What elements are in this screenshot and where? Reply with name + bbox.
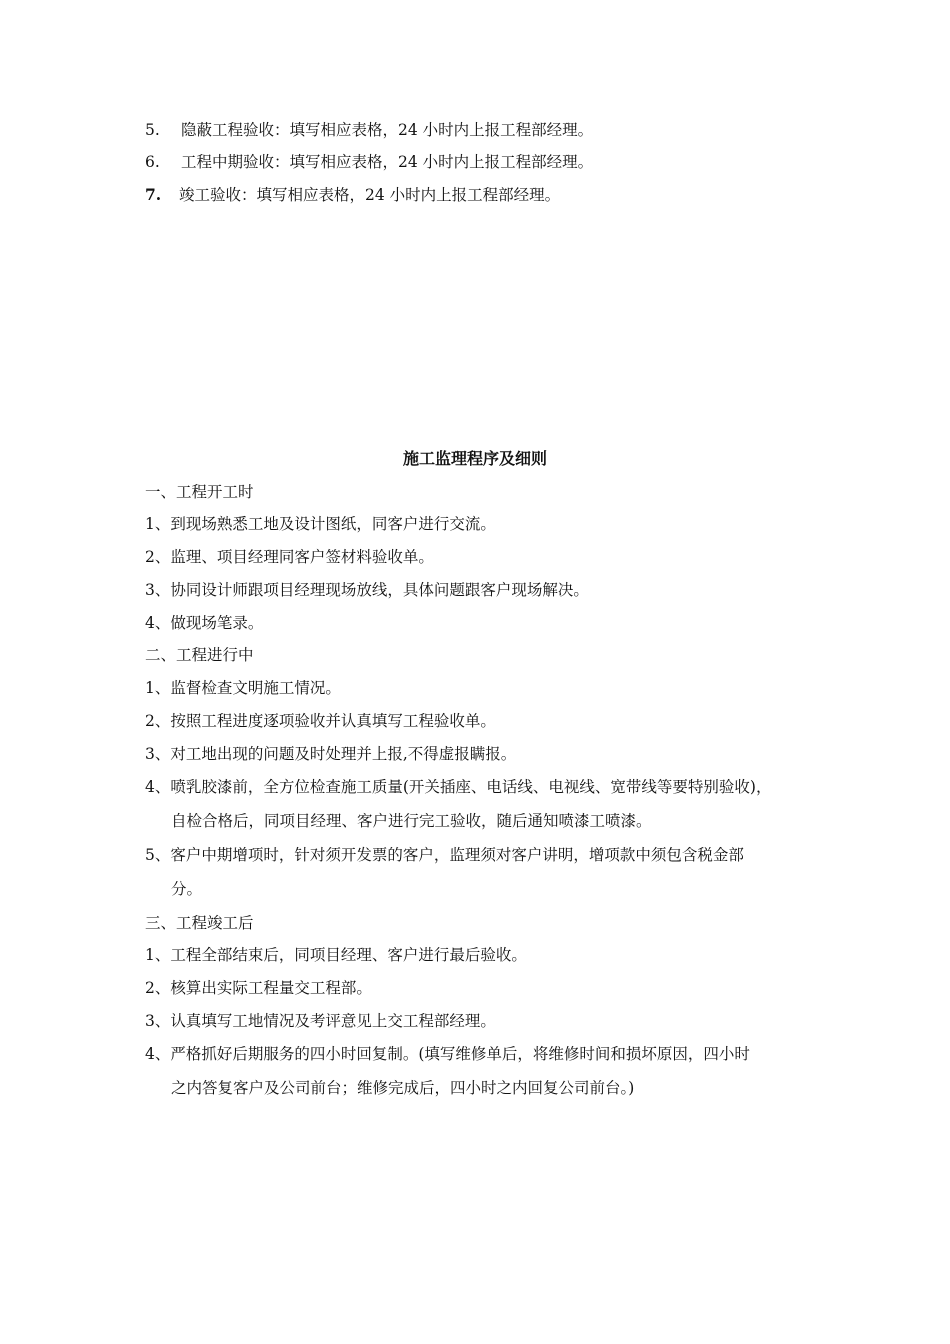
list-item — [145, 120, 593, 140]
list-item: 2、核算出实际工程量交工程部。 — [145, 979, 372, 997]
list-text: 竣工验收：填写相应表格，24 小时内上报工程部经理。 — [179, 186, 561, 204]
list-item: 4、严格抓好后期服务的四小时回复制。(填写维修单后，将维修时间和损坏原因，四小时 — [145, 1045, 750, 1063]
section-heading: 一、工程开工时 — [145, 483, 254, 501]
list-item: 3、对工地出现的问题及时处理并上报,不得虚报瞒报。 — [145, 745, 517, 763]
list-item-continuation: 自检合格后，同项目经理、客户进行完工验收，随后通知喷漆工喷漆。 — [171, 812, 652, 830]
list-item — [145, 185, 560, 205]
section-heading: 三、工程竣工后 — [145, 914, 254, 932]
section-title: 施工监理程序及细则 — [402, 449, 547, 468]
list-text: 隐蔽工程验收：填写相应表格，24 小时内上报工程部经理。 — [181, 121, 594, 139]
list-number: 5. — [145, 121, 160, 139]
list-item: 2、按照工程进度逐项验收并认真填写工程验收单。 — [145, 712, 496, 730]
list-item: 1、监督检查文明施工情况。 — [145, 679, 341, 697]
list-item-continuation: 分。 — [171, 880, 203, 898]
list-item: 3、认真填写工地情况及考评意见上交工程部经理。 — [145, 1012, 496, 1030]
list-item-continuation: 之内答复客户及公司前台；维修完成后，四小时之内回复公司前台。) — [171, 1079, 635, 1097]
list-item: 2、监理、项目经理同客户签材料验收单。 — [145, 548, 434, 566]
list-item: 5、客户中期增项时，针对须开发票的客户，监理须对客户讲明，增项款中须包含税金部 — [145, 846, 744, 864]
list-number: 6. — [145, 153, 160, 171]
list-item: 1、工程全部结束后，同项目经理、客户进行最后验收。 — [145, 946, 527, 964]
list-item: 4、做现场笔录。 — [145, 614, 264, 632]
list-item — [145, 152, 593, 172]
section-heading: 二、工程进行中 — [145, 646, 254, 664]
list-item: 1、到现场熟悉工地及设计图纸，同客户进行交流。 — [145, 515, 496, 533]
list-text: 工程中期验收：填写相应表格，24 小时内上报工程部经理。 — [181, 153, 594, 171]
list-number: 7. — [145, 185, 162, 204]
list-item: 4、喷乳胶漆前，全方位检查施工质量(开关插座、电话线、电视线、宽带线等要特别验收)， — [145, 778, 772, 796]
list-item: 3、协同设计师跟项目经理现场放线，具体问题跟客户现场解决。 — [145, 581, 589, 599]
